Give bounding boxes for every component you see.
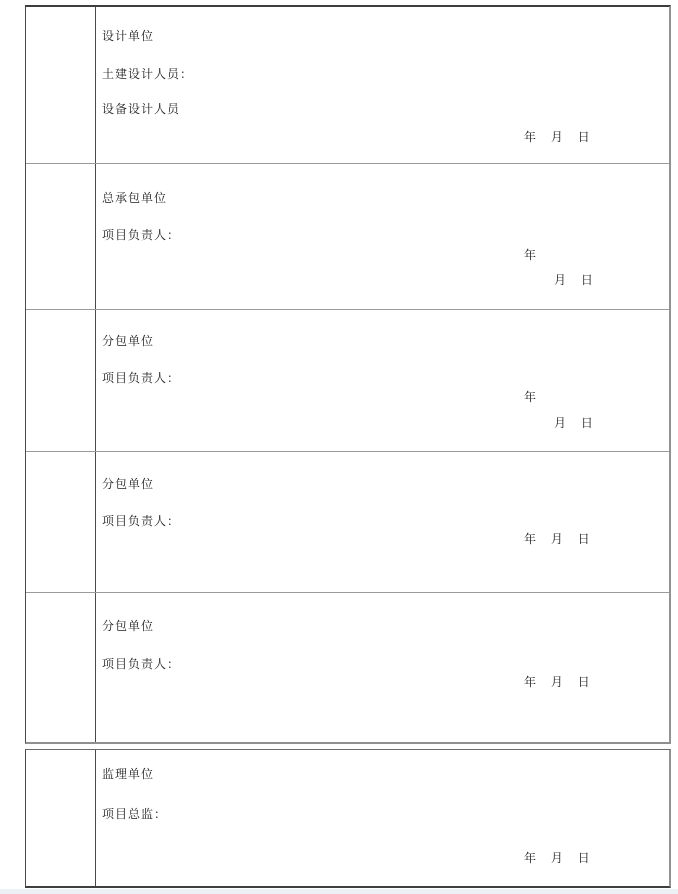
signature-row-subcontractor-3 bbox=[26, 593, 669, 742]
unit-label: 分包单位 bbox=[102, 477, 155, 491]
date-label: 年 月 日 bbox=[524, 675, 591, 689]
signature-row-supervision-unit bbox=[26, 750, 669, 886]
date-label: 年 月 日 bbox=[524, 130, 591, 144]
signature-table-upper bbox=[25, 5, 671, 744]
date-year-label: 年 bbox=[524, 390, 538, 404]
unit-label: 分包单位 bbox=[102, 619, 155, 633]
signature-row-general-contractor bbox=[26, 164, 669, 310]
unit-label: 监理单位 bbox=[102, 767, 155, 781]
date-label: 年 月 日 bbox=[524, 532, 591, 546]
unit-label: 总承包单位 bbox=[102, 191, 168, 205]
signature-row-design-unit bbox=[26, 7, 669, 164]
unit-label: 分包单位 bbox=[102, 334, 155, 348]
person-label: 项目负责人： bbox=[102, 371, 181, 385]
person-label: 项目总监： bbox=[102, 807, 168, 821]
date-month-day-label: 月 日 bbox=[554, 273, 594, 287]
signature-table-lower bbox=[25, 749, 671, 888]
person-label: 土建设计人员： bbox=[102, 67, 194, 81]
person-label: 项目负责人： bbox=[102, 514, 181, 528]
date-month-day-label: 月 日 bbox=[554, 416, 594, 430]
person-label: 项目负责人： bbox=[102, 657, 181, 671]
date-label: 年 月 日 bbox=[524, 851, 591, 865]
page-footer-strip bbox=[0, 889, 678, 894]
unit-label: 设计单位 bbox=[102, 29, 155, 43]
signature-row-subcontractor-1 bbox=[26, 310, 669, 452]
person-label: 项目负责人： bbox=[102, 228, 181, 242]
signature-row-subcontractor-2 bbox=[26, 452, 669, 593]
date-year-label: 年 bbox=[524, 248, 538, 262]
person-label: 设备设计人员 bbox=[102, 102, 181, 116]
